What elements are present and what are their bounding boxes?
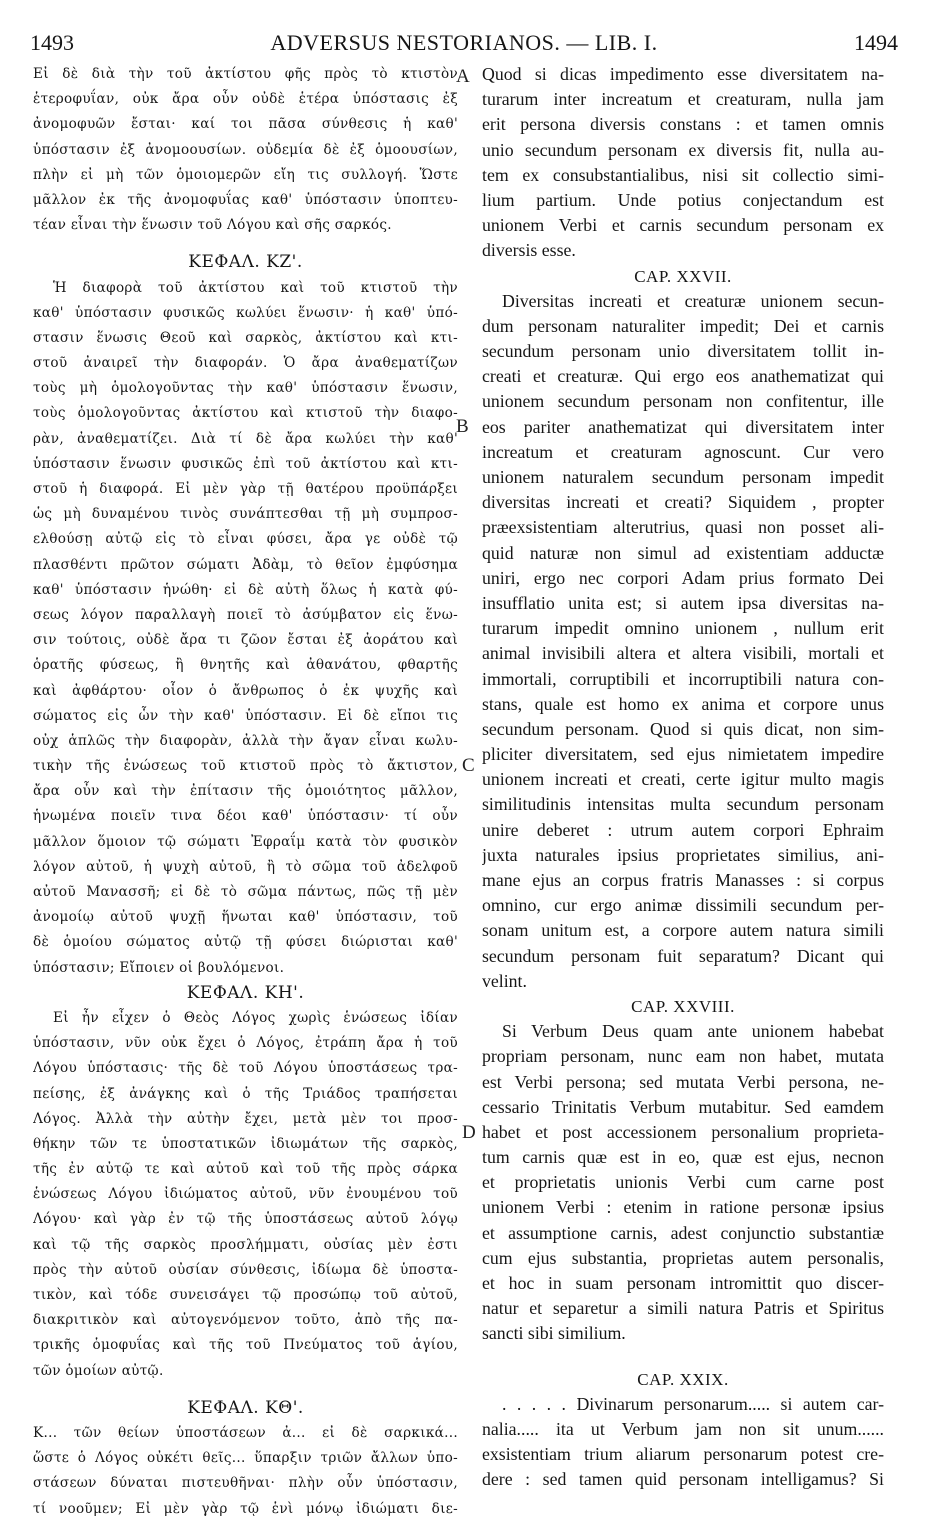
latin-text-line: Quod si dicas impedimento esse diversitatem na-	[482, 64, 884, 84]
latin-text-line: animal invisibili altera et altera visibili, mortali et	[482, 643, 884, 664]
greek-text-line: λόγον αὐτοῦ, ἡ ψυχὴ αὐτοῦ, ἢ τὸ σῶμα τοῦ ἀδελφοῦ	[33, 858, 458, 875]
latin-text-line: secundum personam unio diversitatem tollit in-	[482, 341, 884, 362]
latin-text-line: diversis esse.	[482, 240, 576, 261]
latin-text-line: et assumptione carnis, adest conjunctio substantiæ	[482, 1222, 884, 1243]
greek-text-line: μᾶλλον ἐκ τῆς ἀνομοφυΐας καθ' ὑπόστασιν ὑποπτευ-	[33, 191, 458, 208]
greek-text-line: Εἰ ἦν εἶχεν ὁ Θεὸς Λόγος χωρὶς ἑνώσεως ἰδίαν	[53, 1009, 458, 1026]
latin-text-line: unionem Verbi et carnis secundum personam ex	[482, 215, 884, 236]
greek-text-line: ὥστε ὁ Λόγος οὐκέτι θεῖς... ὕπαρξιν τριῶν ἄλλων ὑπο-	[33, 1450, 458, 1467]
margin-letter-c: C	[462, 755, 475, 776]
latin-text-line: turarum inter increatum et creaturam, nulla jam	[482, 89, 884, 110]
latin-text-line: cessario Trinitatis Verbum mutabitur. Sed eamdem	[482, 1096, 884, 1117]
page-number-right: 1494	[854, 30, 898, 55]
greek-text-line: Λόγου· καὶ γὰρ ἐν τῷ τῆς ὑποστάσεως αὐτοῦ λόγῳ	[33, 1211, 458, 1228]
greek-text-line: στοῦ ἀναιρεῖ τὴν διαφοράν. Ὁ ἄρα ἀναθεματίζων	[33, 355, 458, 372]
greek-text-line: δὲ ὁμοίου σώματος αὐτῷ τῇ φύσει διώρισται καθ'	[33, 934, 458, 951]
greek-text-line: ὁρατῆς φύσεως, ἢ θνητῆς καὶ ἀθανάτου, φθαρτῆς	[33, 657, 458, 674]
latin-text-line: uniri, ergo nec corpori Adam prius formato Dei	[482, 567, 884, 588]
greek-text-line: ρὰν, ἀναθεματίζει. Διὰ τί δὲ ἄρα κωλύει τὴν καθ'	[33, 430, 458, 447]
running-header	[30, 30, 898, 58]
greek-text-line: τῶν ὁμοίων αὐτῷ.	[33, 1362, 164, 1379]
latin-text-line: increatum et creaturam agnoscunt. Cur vero	[482, 441, 884, 462]
latin-text-line: eos pariter anathematizat qui diversitatem inter	[482, 416, 884, 437]
latin-text-line: quid naturæ non simul ad existentiam adductæ	[482, 542, 884, 563]
latin-text-line: stans, quale est homo ex anima et corpore unus	[482, 693, 884, 714]
greek-text-line: Λόγου ὑπόστασις· τῆς δὲ τοῦ Λόγου ὑποστάσεως τρα-	[33, 1060, 458, 1077]
greek-text-line: τικὴν τῆς ἑνώσεως τοῦ κτιστοῦ πρὸς τὸ ἄκτιστον,	[33, 758, 458, 775]
greek-text-line: θήκην τῶν τε ὑποστατικῶν ἰδιωμάτων τῆς σαρκὸς,	[33, 1135, 458, 1152]
greek-text-line: πλασθέντι πρῶτον σώματι Ἀδὰμ, τὸ θεῖον ἐμφύσημα	[33, 556, 458, 573]
greek-text-line: ελθούσῃ αὐτῷ εἰς τὸ εἶναι φύσει, ἄρα γε οὐδὲ τῷ	[33, 531, 458, 548]
greek-chapter-heading: ΚΕΦΑΛ. ΚΖ'.	[188, 252, 303, 273]
greek-text-line: οὐχ ἁπλῶς τὴν διαφορὰν, ἀλλὰ τὴν ἄγαν εἶναι κωλυ-	[33, 732, 458, 749]
greek-text-line: τέαν εἶναι τὴν ἕνωσιν τοῦ Λόγου καὶ σῆς σαρκός.	[33, 217, 392, 234]
latin-spacer	[482, 1347, 884, 1357]
latin-text-line: unionem naturalem secundum personam impedit	[482, 467, 884, 487]
greek-text-line: ἀνομοίῳ αὐτοῦ ψυχῇ ἥνωται καθ' ὑπόστασιν, τοῦ	[33, 909, 458, 926]
latin-text-line: tem ex consubstantialibus, nisi sit collectio simi-	[482, 164, 884, 185]
latin-text-line: lium partium. Unde potius conjectandum est	[482, 189, 884, 210]
greek-text-line: ἑνώσεως Λόγου ἰδιώματος αὐτοῦ, νῦν ἐνουμένου τοῦ	[33, 1186, 458, 1203]
latin-text-line: natur et separetur a simili natura Patris et Spiritus	[482, 1298, 884, 1319]
latin-text-line: exsistentiam trium aliarum personarum potest cre-	[482, 1444, 884, 1465]
greek-text-line: ὡς μὴ δυναμένου τινὸς συνάπτεσθαι τῇ μὴ συμπροσ-	[33, 506, 458, 523]
greek-text-line: ὑπόστασιν ἐξ ἀνομοουσίων. οὐδεμία δὲ ἐξ ὁμοουσίων,	[33, 141, 458, 158]
greek-text-line: ὑπόστασιν, νῦν οὐκ ἔχει ὁ Λόγος, ἐτράπη ἄρα ἡ τοῦ	[33, 1035, 458, 1052]
latin-text-line: dere : sed tamen quid personam intelligamus? Si	[482, 1469, 884, 1490]
greek-text-line: ἑτεροφυΐαν, οὐκ ἄρα οὖν οὐδὲ ἑτέρα ὑπόστασις ἐξ	[33, 91, 458, 108]
greek-text-line: ἀνομοφυῶν ἔσται· καί τοι πᾶσα σύνθεσις ἡ καθ'	[33, 116, 458, 133]
latin-spacer	[482, 1357, 884, 1367]
latin-chapter-heading: CAP. XXIX.	[637, 1369, 729, 1389]
latin-text-line: propriam personam, nunc eam non habet, mutata	[482, 1046, 884, 1067]
latin-text-line: habet et post accessionem personalium proprieta-	[482, 1121, 884, 1142]
latin-text-line: unionem increati et creati, certe igitur multo magis	[482, 769, 884, 790]
latin-text-line: insufflatio unita est; si autem ipsa diversitas na-	[482, 592, 884, 613]
margin-letter-a: A	[456, 66, 470, 87]
latin-text-line: diversitas increati et creati? Siquidem , propter	[482, 492, 884, 513]
greek-text-line: Εἰ δὲ διὰ τὴν τοῦ ἀκτίστου φῆς πρὸς τὸ κτιστὸν	[33, 66, 458, 82]
margin-letter-d: D	[462, 1122, 476, 1143]
latin-text-line: et proprietatis unionis Verbi cum carne post	[482, 1172, 884, 1193]
greek-chapter-heading: ΚΕΦΑΛ. ΚΘ'.	[187, 1397, 304, 1418]
greek-text-line: σιν τούτοις, οὐδὲ ἄρα τι ζῶον ἔσται ἐξ ἀοράτου καὶ	[33, 632, 458, 649]
greek-text-line: πρὸς τὴν αὐτοῦ οὐσίαν σύνθεσις, ἰδίωμα δὲ ὑποστα-	[33, 1261, 458, 1278]
greek-text-line: τῆς ἐν αὐτῷ τε καὶ αὐτοῦ καὶ τοῦ τῆς πρὸς σάρκα	[33, 1161, 458, 1178]
latin-text-line: juxta naturales ipsius proprietates similius, ani-	[482, 844, 884, 865]
greek-text-line: ὑπόστασιν; Εἴποιεν οἱ βουλόμενοι.	[33, 959, 285, 976]
greek-text-line: καὶ τῷ τῆς σαρκὸς προσλήμματι, οὐσίας μὲν ἐστι	[33, 1236, 458, 1253]
page-number-left: 1493	[30, 30, 74, 55]
latin-text-line: est Verbi persona; sed mutata Verbi persona, ne-	[482, 1071, 884, 1092]
latin-text-line: tum carnis quæ est in eo, quæ est ejus, necnon	[482, 1147, 884, 1168]
latin-text-line: cum ejus substantia, proprietas autem personalis,	[482, 1247, 884, 1268]
running-title: ADVERSUS NESTORIANOS. — LIB. I.	[270, 30, 658, 55]
margin-letter-b: B	[456, 416, 469, 437]
greek-text-line: ἡνωμένα ποιεῖν τινα δέοι καθ' ὑπόστασιν· τί οὖν	[33, 808, 458, 825]
greek-text-line: Λόγος. Ἀλλὰ τὴν αὐτὴν ἔχει, μετὰ μὲν τοι προσ-	[33, 1110, 458, 1127]
greek-text-line: αὐτοῦ Μανασσῆ; εἰ δὲ τὸ σῶμα πάντως, πῶς τῇ μὲν	[33, 884, 458, 900]
greek-text-line: διακριτικὸν καὶ αὐτογενόμενον τοῦτο, ἀπὸ τῆς πα-	[33, 1312, 458, 1329]
greek-text-line: Κ... τῶν θείων ὑποστάσεων ἀ... εἰ δὲ σαρκικά...	[33, 1424, 458, 1441]
greek-text-line: στοῦ ἡ διαφορά. Εἰ μὲν γὰρ τῇ θατέρου προϋπάρξει	[33, 481, 458, 497]
latin-text-line: . . . . . Divinarum personarum..... si autem car-	[502, 1393, 884, 1414]
latin-text-line: unionem Verbi : etenim in ratione personæ ipsius	[482, 1197, 884, 1218]
latin-text-line: mane ejus an corpus fratris Manasses : si corpus	[482, 870, 884, 890]
latin-text-line: immortali, corruptibili et incorruptibili natura con-	[482, 668, 884, 689]
latin-text-line: creati et creaturæ. Qui ergo eos anathematizat qui	[482, 366, 884, 387]
latin-text-column	[482, 62, 884, 1493]
greek-text-line: ἄρα οὖν καὶ τὴν ἐπίτασιν τῆς ὁμοιότητος μᾶλλον,	[33, 783, 458, 800]
greek-text-line: τοὺς ὁμολογοῦντας ἀκτίστου καὶ κτιστοῦ τὴν διαφο-	[33, 405, 458, 422]
greek-text-line: τί νοοῦμεν; Εἰ μὲν γὰρ τῷ ἑνὶ μόνῳ ἰδιώματι διε-	[33, 1500, 458, 1517]
latin-text-line: turarum impedit omnino unionem , nullum erit	[482, 618, 884, 639]
latin-chapter-heading: CAP. XXVIII.	[631, 996, 735, 1016]
latin-text-line: unionem secundum personam non confitentur, ille	[482, 391, 884, 412]
greek-text-column	[33, 62, 458, 1522]
latin-text-line: velint.	[482, 970, 527, 991]
greek-chapter-heading: ΚΕΦΑΛ. ΚΗ'.	[186, 982, 305, 1003]
latin-text-line: secundum personam. Quod si quis dicat, non sim-	[482, 718, 884, 739]
greek-text-line: καθ' ὑπόστασιν ἡνώθη· εἰ δὲ αὐτὴ ὅλως ἡ κατὰ φύ-	[33, 581, 458, 598]
latin-text-line: dum personam naturaliter impedit; Dei et carnis	[482, 315, 884, 336]
greek-text-line: τρικῆς ὁμοφυΐας καὶ τῆς τοῦ Πνεύματος τοῦ ἁγίου,	[33, 1337, 458, 1354]
latin-text-line: unio secundum personam ex diversis fit, nulla au-	[482, 139, 884, 160]
latin-text-line: Diversitas increati et creaturæ unionem secun-	[502, 290, 884, 311]
greek-text-line: ὑπόστασιν ἕνωσιν φυσικῶς ἐπὶ τοῦ ἀκτίστου καὶ κτι-	[33, 455, 458, 472]
greek-text-line: στασιν ἕνωσις Θεοῦ καὶ σαρκὸς, ἀκτίστου καὶ κτι-	[33, 329, 458, 346]
latin-text-line: similitudinis intensitas multa secundum personam	[482, 794, 884, 815]
latin-text-line: sonam unitum est, a corpore autem natura simili	[482, 920, 884, 941]
latin-text-line: secundum personam fuit separatum? Dicant qui	[482, 945, 884, 966]
latin-chapter-heading: CAP. XXVII.	[634, 266, 732, 286]
latin-text-line: pliciter diversitatem, sed ejus nimietatem impedire	[482, 744, 884, 765]
latin-text-line: præexsistentiam alterutrius, quasi non posset ali-	[482, 517, 884, 538]
greek-text-line: στάσεων δύναται πιστευθῆναι· πλὴν οὖν ὑπόστασιν,	[33, 1475, 458, 1492]
greek-text-line: τικὸν, καὶ τόδε συνεισάγει τῷ προσώπῳ τοῦ αὐτοῦ,	[33, 1287, 458, 1303]
greek-text-line: πείσης, ἐξ ἀνάγκης καὶ ὁ τῆς Τριάδος τραπήσεται	[33, 1085, 458, 1102]
greek-text-line: σώματος εἰς ὧν τὴν καθ' ὑπόστασιν. Εἰ δὲ εἴποι τις	[33, 707, 458, 724]
latin-text-line: unire deberet : utrum autem corpori Ephraim	[482, 819, 884, 840]
greek-text-line: πλὴν εἰ μὴ τῶν ὁμοιομερῶν εἴη τις συλλογή. Ὥστε	[33, 166, 458, 183]
greek-text-line: Ἡ διαφορὰ τοῦ ἀκτίστου καὶ τοῦ κτιστοῦ τὴν	[53, 279, 458, 296]
greek-text-line: καθ' ὑπόστασιν φυσικῶς κωλύει ἕνωσιν· ἡ καθ' ὑπό-	[33, 304, 458, 321]
latin-text-line: erit persona diversis constans : et tamen omnis	[482, 114, 884, 135]
latin-text-line: Si Verbum Deus quam ante unionem habebat	[502, 1021, 884, 1042]
greek-text-line: τοὺς μὴ ὁμολογοῦντας τὴν καθ' ὑπόστασιν ἕνωσιν,	[33, 380, 458, 397]
latin-text-line: omnino, cur ergo animæ dissimili secundum per-	[482, 895, 884, 916]
greek-text-line: καὶ ἀφθάρτου· οἷον ὁ ἄνθρωπος ὁ ἐκ ψυχῆς καὶ	[33, 682, 458, 699]
latin-text-line: sancti sibi similium.	[482, 1323, 626, 1344]
latin-text-line: et hoc in suam personam intromittit quo discer-	[482, 1273, 884, 1293]
greek-text-line: μᾶλλον ὅμοιον τῷ σώματι Ἐφραΐμ κατὰ τὸν φυσικὸν	[33, 833, 458, 850]
latin-text-line: nalia..... ita ut Verbum jam non sit unum......	[482, 1418, 884, 1439]
greek-text-line: σεως λόγον παραλλαγὴ ποιεῖ τὸ ἀσύμβατον εἰς ἕνω-	[33, 606, 458, 623]
